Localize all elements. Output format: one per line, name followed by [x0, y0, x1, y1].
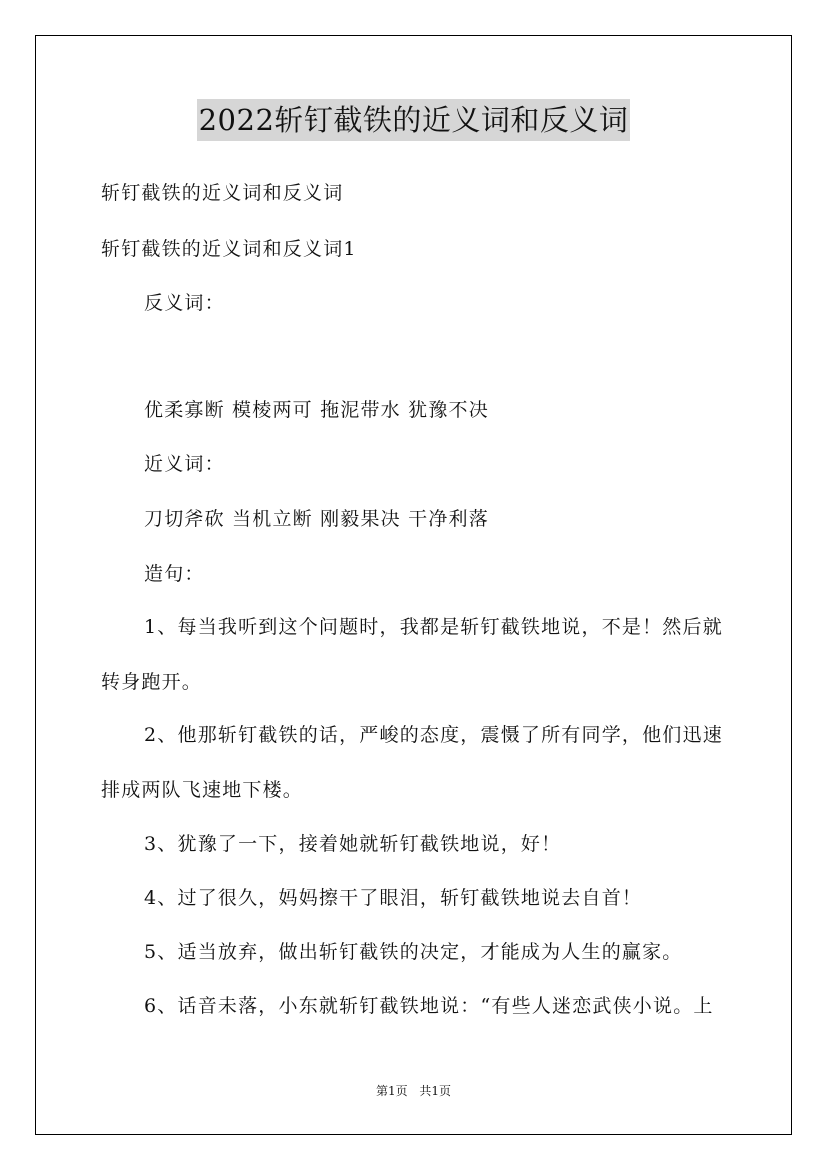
- text-line: 6、话音未落，小东就斩钉截铁地说：“有些人迷恋武侠小说。上: [144, 995, 714, 1017]
- text-line: 优柔寡断 模棱两可 拖泥带水 犹豫不决: [144, 399, 489, 421]
- text-line: 反义词：: [144, 292, 225, 314]
- text-line: 5、适当放弃，做出斩钉截铁的决定，才能成为人生的赢家。: [144, 941, 683, 963]
- text-line: 转身跑开。: [101, 671, 203, 693]
- document-title: 2022斩钉截铁的近义词和反义词: [197, 99, 631, 141]
- page-number: 第1页: [375, 1084, 408, 1098]
- text-line: 造句：: [144, 563, 205, 585]
- text-line: 斩钉截铁的近义词和反义词: [101, 182, 344, 204]
- page-total: 共1页: [419, 1084, 452, 1098]
- text-line: 近义词：: [144, 453, 225, 475]
- title-wrap: [0, 99, 827, 141]
- text-line: 3、犹豫了一下，接着她就斩钉截铁地说，好！: [144, 833, 562, 855]
- text-line: 刀切斧砍 当机立断 刚毅果决 干净利落: [144, 508, 489, 530]
- text-line: 排成两队飞速地下楼。: [101, 779, 304, 801]
- text-line: 斩钉截铁的近义词和反义词1: [101, 238, 357, 260]
- text-line: 4、过了很久，妈妈擦干了眼泪，斩钉截铁地说去自首！: [144, 887, 643, 909]
- text-line: 1、每当我听到这个问题时，我都是斩钉截铁地说，不是！然后就: [144, 616, 723, 638]
- text-line: 2、他那斩钉截铁的话，严峻的态度，震慑了所有同学，他们迅速: [144, 724, 723, 746]
- page-footer: [0, 1083, 827, 1099]
